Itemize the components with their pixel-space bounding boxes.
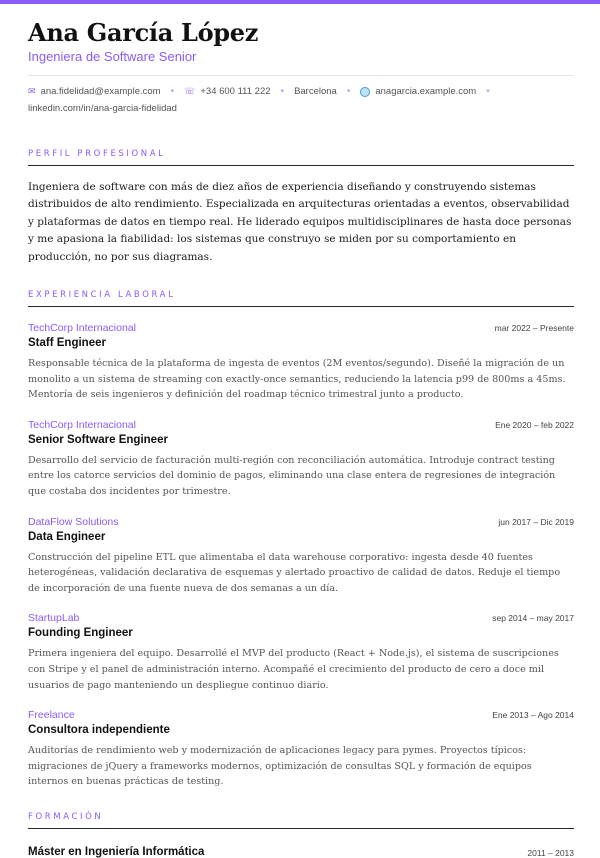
job-title: Data Engineer — [28, 530, 106, 543]
job-entry — [28, 418, 574, 500]
job-title: Founding Engineer — [28, 627, 133, 640]
bullet-separator: • — [170, 86, 175, 97]
section-profile — [28, 149, 574, 266]
education-dates: 2011 – 2013 — [527, 847, 574, 858]
phone-text: +34 600 111 222 — [200, 86, 271, 97]
section-education — [28, 812, 574, 858]
linkedin-text: linkedin.com/in/ana-garcia-fidelidad — [28, 103, 177, 114]
resume-page — [28, 18, 574, 858]
full-name: Ana García López — [28, 18, 259, 47]
job-description: Auditorías de rendimiento web y modernización de aplicaciones legacy para pymes. Proyectos típicos: migraciones de jQuery a frameworks modernos, optimización de consultas SQL y formación de equipos internos en buenas prácticas de testing. — [28, 745, 532, 788]
job-company: StartupLab — [28, 612, 80, 625]
section-divider — [28, 306, 574, 307]
job-entry — [28, 611, 574, 693]
job-company: DataFlow Solutions — [28, 515, 119, 528]
contact-linkedin[interactable] — [28, 100, 177, 117]
contact-city — [294, 83, 337, 100]
section-title-education: FORMACIÓN — [28, 811, 104, 822]
bullet-separator: • — [486, 86, 490, 97]
section-experience — [28, 290, 574, 790]
header-divider — [28, 75, 574, 76]
job-dates: Ene 2020 – feb 2022 — [495, 419, 574, 430]
section-divider — [28, 165, 574, 166]
job-dates: jun 2017 – Dic 2019 — [498, 516, 574, 527]
job-role: Ingeniera de Software Senior — [28, 49, 197, 64]
city-text: Barcelona — [294, 86, 337, 97]
job-entry — [28, 515, 574, 597]
globe-icon — [360, 87, 370, 97]
contact-phone[interactable] — [184, 83, 270, 100]
profile-summary: Ingeniera de software con más de diez años de experiencia diseñando y construyendo sistemas distribuidos de alto rendimiento. Especializada en arquitecturas orientadas a eventos, observabilidad y plataformas de datos en tiempo real. He liderado equipos multidisciplinares de hasta doce personas y me apasiona la fiabilidad: los sistemas que construyo se miden por su comportamiento en producción, no por sus diagramas. — [28, 181, 572, 263]
job-description: Desarrollo del servicio de facturación multi-región con reconciliación automática. Introduje contract testing entre los catorce servicios del dominio de pagos, eliminando una clase entera de regresiones de integración que costaba dos incidentes por trimestre. — [28, 454, 556, 497]
job-dates: sep 2014 – may 2017 — [492, 613, 574, 624]
job-entry — [28, 321, 574, 403]
phone-icon: ☏ — [184, 86, 196, 96]
job-dates: mar 2022 – Presente — [494, 323, 574, 334]
education-degree: Máster en Ingeniería Informática — [28, 845, 205, 858]
section-divider — [28, 828, 574, 829]
job-entry — [28, 708, 574, 790]
contact-website[interactable] — [360, 83, 476, 100]
job-title: Consultora independiente — [28, 724, 170, 737]
education-entry — [28, 846, 574, 858]
job-description: Construcción del pipeline ETL que alimentaba el data warehouse corporativo: ingesta desde 40 fuentes heterogéneas, validación declarativa de esquemas y alertado proactivo de calidad de datos. Reduje el tiempo de incorporación de una fuente nueva de dos semanas a un día. — [28, 551, 561, 594]
job-title: Senior Software Engineer — [28, 433, 168, 446]
job-company: TechCorp Internacional — [28, 418, 136, 431]
bullet-separator: • — [346, 86, 351, 97]
bullet-separator: • — [280, 86, 285, 97]
section-title-experience: EXPERIENCIA LABORAL — [28, 290, 176, 301]
contact-bar — [28, 83, 574, 117]
envelope-icon: ✉ — [28, 86, 36, 96]
job-description: Primera ingeniera del equipo. Desarrollé el MVP del producto (React + Node.js), el sistema de suscripciones con Stripe y el panel de administración interno. Acompañé el crecimiento del producto de cero a doce mil usuarios de pago manteniendo un despliegue continuo diario. — [28, 648, 559, 691]
accent-top-bar — [0, 0, 600, 4]
email-text: ana.fidelidad@example.com — [40, 86, 161, 97]
section-title-profile: PERFIL PROFESIONAL — [28, 149, 166, 159]
website-text: anagarcia.example.com — [375, 86, 477, 97]
job-company: Freelance — [28, 709, 75, 722]
job-company: TechCorp Internacional — [28, 322, 136, 335]
contact-email[interactable] — [28, 83, 161, 100]
job-description: Responsable técnica de la plataforma de ingesta de eventos (2M eventos/segundo). Diseñé la migración de un monolito a un sistema de streaming con exactly-once semantics, reduciendo la latencia p99 de 800ms a 45ms. Mentoría de seis ingenieros y definición del roadmap técnico trimestral junto a producto. — [28, 358, 566, 401]
job-dates: Ene 2013 – Ago 2014 — [492, 710, 574, 721]
job-title: Staff Engineer — [28, 337, 106, 350]
